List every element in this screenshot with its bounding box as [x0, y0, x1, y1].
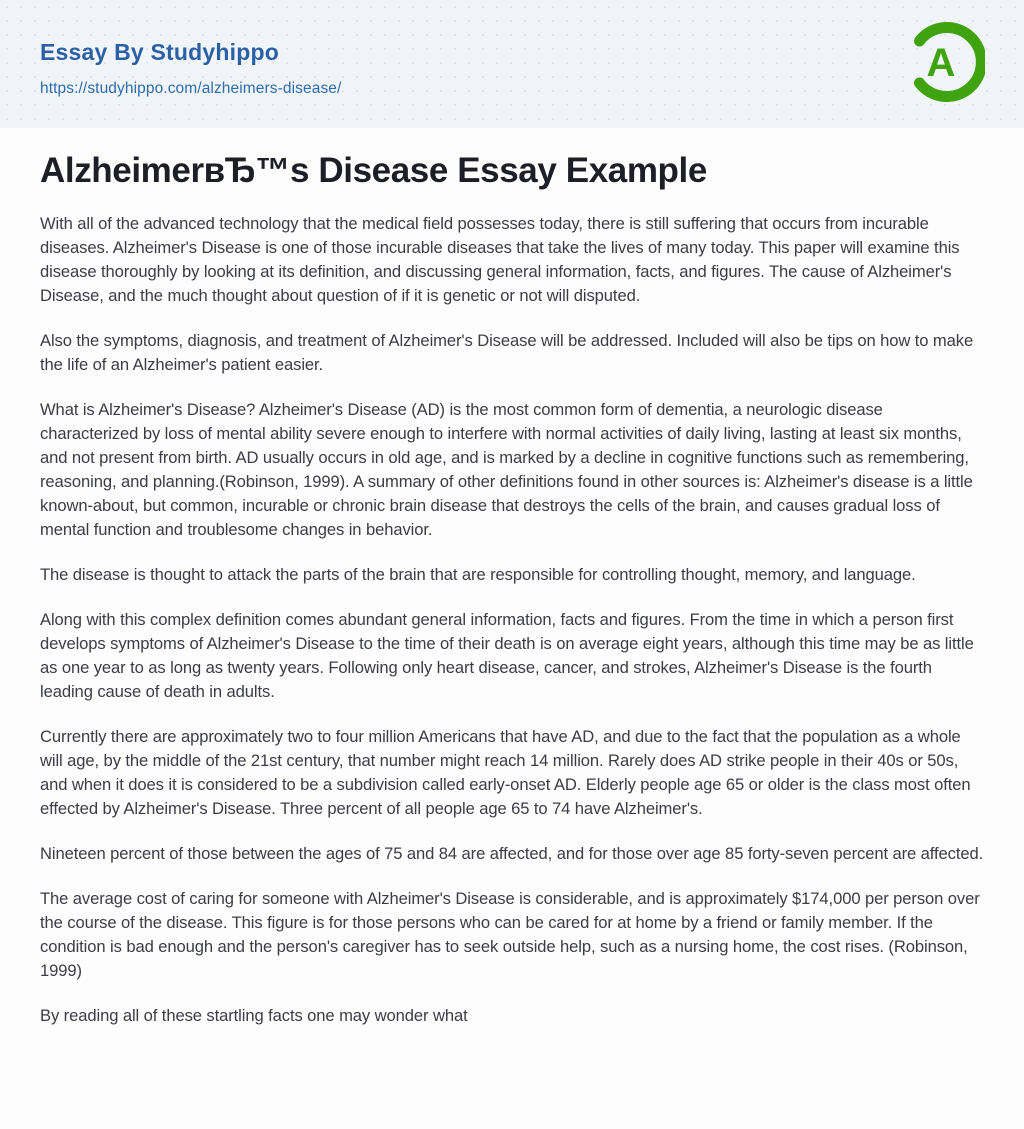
essay-paragraph: By reading all of these startling facts one may wonder what	[40, 1005, 468, 1025]
essay-paragraph: The disease is thought to attack the parts of the brain that are responsible for controlling thought, memory, and language.	[40, 564, 916, 584]
studyhippo-logo-icon	[905, 22, 985, 102]
essay-paragraph: The average cost of caring for someone with Alzheimer's Disease is considerable, and is approximately $174,000 per person over the course of the disease. This figure is for those persons who can be cared for at home by a friend or family member. If the condition is bad enough and the person's caregiver has to seek outside help, such as a nursing home, the cost rises. (Robinson, 1999)	[40, 888, 980, 980]
essay-paragraph: What is Alzheimer's Disease? Alzheimer's Disease (AD) is the most common form of dementia, a neurologic disease characterized by loss of mental ability severe enough to interfere with normal activities of daily living, lasting at least six months, and not present from birth. AD usually occurs in old age, and is marked by a decline in cognitive functions such as remembering, reasoning, and planning.(Robinson, 1999). A summary of other definitions found in other sources is: Alzheimer's disease is a little known-about, but common, incurable or chronic brain disease that destroys the cells of the brain, and causes gradual loss of mental function and troublesome changes in behavior.	[40, 399, 973, 539]
essay-body	[40, 212, 984, 1028]
article-content	[0, 128, 1024, 1028]
logo-letter: A	[926, 41, 956, 85]
essay-paragraph: Nineteen percent of those between the ages of 75 and 84 are affected, and for those over age 85 forty-seven percent are affected.	[40, 843, 984, 863]
essay-paragraph: Also the symptoms, diagnosis, and treatment of Alzheimer's Disease will be addressed. Included will also be tips on how to make the life of an Alzheimer's patient easier.	[40, 330, 974, 374]
essay-paragraph: Along with this complex definition comes abundant general information, facts and figures. From the time in which a person first develops symptoms of Alzheimer's Disease to the time of their death is on average eight years, although this time may be as little as one year to as long as twenty years. Following only heart disease, cancer, and strokes, Alzheimer's Disease is the fourth leading cause of death in adults.	[40, 609, 974, 701]
site-title: Essay By Studyhippo	[40, 39, 279, 65]
source-url-link[interactable]: https://studyhippo.com/alzheimers-disease/	[40, 80, 342, 98]
essay-paragraph: Currently there are approximately two to four million Americans that have AD, and due to the fact that the population as a whole will age, by the middle of the 21st century, that number might reach 14 million. Rarely does AD strike people in their 40s or 50s, and when it does it is considered to be a subdivision called early-onset AD. Elderly people age 65 or older is the class most often effected by Alzheimer's Disease. Three percent of all people age 65 to 74 have Alzheimer's.	[40, 726, 971, 818]
essay-paragraph: With all of the advanced technology that the medical field possesses today, there is still suffering that occurs from incurable diseases. Alzheimer's Disease is one of those incurable diseases that take the lives of many today. This paper will examine this disease thoroughly by looking at its definition, and discussing general information, facts, and figures. The cause of Alzheimer's Disease, and the much thought about question of if it is genetic or not will disputed.	[40, 213, 960, 305]
page-title: AlzheimerвЂ™s Disease Essay Example	[40, 151, 707, 190]
page-header	[0, 0, 1024, 128]
